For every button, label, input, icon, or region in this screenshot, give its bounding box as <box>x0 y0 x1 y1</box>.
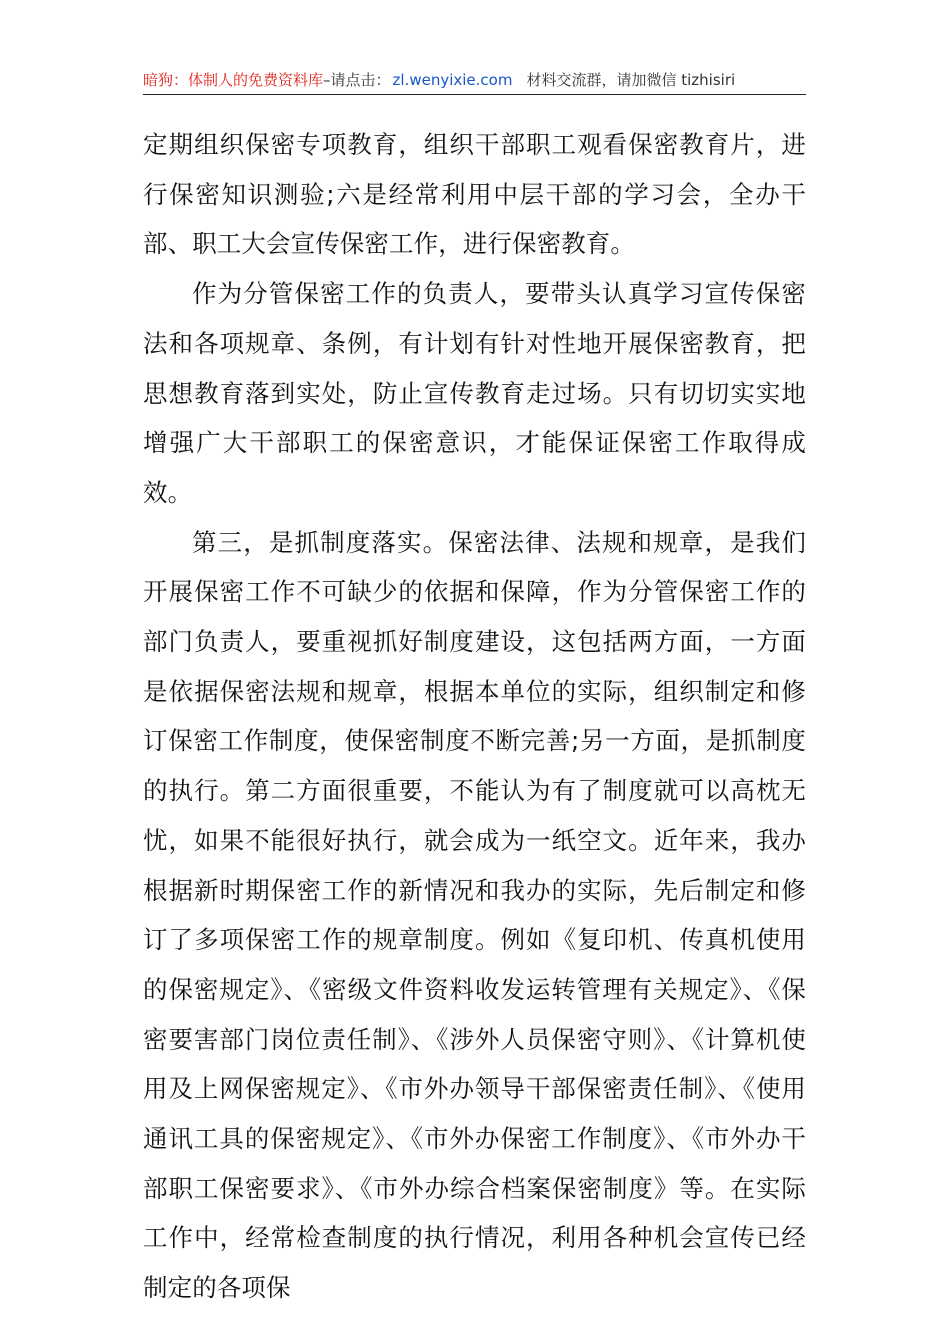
document-body <box>143 120 806 1313</box>
header-brand: 暗狗：体制人的免费资料库 <box>143 71 324 89</box>
page-header <box>143 68 806 95</box>
header-wechat-note: 材料交流群，请加微信 tizhisiri <box>526 71 736 89</box>
paragraph-3: 第三，是抓制度落实。保密法律、法规和规章，是我们开展保密工作不可缺少的依据和保障，作为分管保密工作的部门负责人，要重视抓好制度建设，这包括两方面，一方面是依据保密法规和规章，根据本单位的实际，组织制定和修订保密工作制度，使保密制度不断完善;另一方面，是抓制度的执行。第二方面很重要，不能认为有了制度就可以高枕无忧，如果不能很好执行，就会成为一纸空文。近年来，我办根据新时期保密工作的新情况和我办的实际，先后制定和修订了多项保密工作的规章制度。例如《复印机、传真机使用的保密规定》、《密级文件资料收发运转管理有关规定》、《保密要害部门岗位责任制》、《涉外人员保密守则》、《计算机使用及上网保密规定》、《市外办领导干部保密责任制》、《使用通讯工具的保密规定》、《市外办保密工作制度》、《市外办干部职工保密要求》、《市外办综合档案保密制度》等。在实际工作中，经常检查制度的执行情况，利用各种机会宣传已经制定的各项保 <box>143 527 806 1303</box>
header-prompt: –请点击： <box>323 71 391 89</box>
header-link[interactable]: zl.wenyixie.com <box>392 71 513 89</box>
paragraph-1: 定期组织保密专项教育，组织干部职工观看保密教育片，进行保密知识测验;六是经常利用中层干部的学习会，全办干部、职工大会宣传保密工作，进行保密教育。 <box>143 130 806 259</box>
paragraph-2: 作为分管保密工作的负责人，要带头认真学习宣传保密法和各项规章、条例，有计划有针对性地开展保密教育，把思想教育落到实处，防止宣传教育走过场。只有切切实实地增强广大干部职工的保密意识，才能保证保密工作取得成效。 <box>143 279 806 507</box>
